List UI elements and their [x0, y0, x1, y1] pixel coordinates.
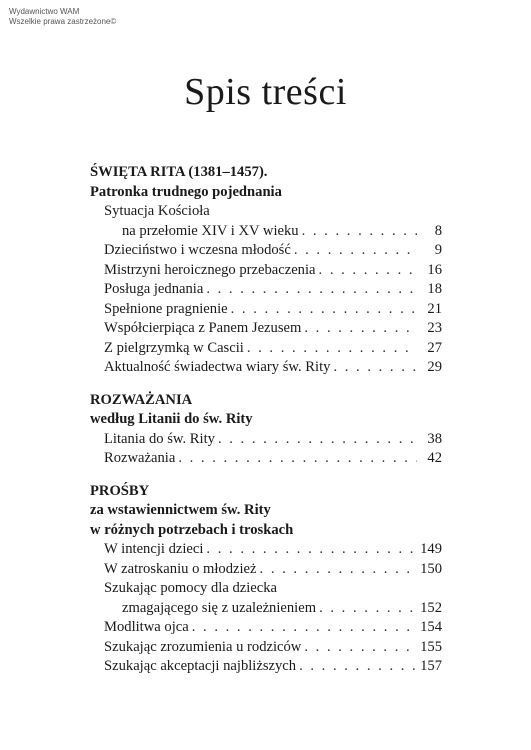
toc-entry-label: Z pielgrzymką w Cascii — [104, 339, 244, 356]
toc-entry[interactable] — [90, 449, 442, 469]
section-subheading: w różnych potrzebach i troskach — [90, 521, 294, 538]
toc-entry-label: Aktualność świadectwa wiary św. Rity — [104, 359, 331, 375]
dot-leader — [231, 300, 417, 320]
toc-section — [90, 391, 442, 469]
toc-entry[interactable] — [90, 560, 442, 580]
toc-entry-label: Mistrzyni heroicznego przebaczenia — [104, 261, 316, 278]
toc-entry[interactable] — [90, 618, 442, 638]
toc-page-number: 27 — [427, 339, 442, 356]
toc-entry[interactable] — [90, 241, 442, 261]
toc-entry-label: W intencji dzieci — [104, 541, 204, 557]
dot-leader — [304, 319, 417, 339]
page-title: Spis treści — [184, 71, 347, 113]
toc-entry[interactable] — [90, 579, 442, 599]
dot-leader — [302, 222, 417, 242]
toc-page-number: 29 — [427, 359, 442, 375]
toc-entry-label: Rozważania — [104, 450, 176, 466]
section-heading: PROŚBY — [90, 482, 150, 499]
toc-page-number: 154 — [420, 619, 442, 635]
toc-entry-label: Szukając zrozumienia u rodziców — [104, 638, 302, 655]
toc-entry[interactable] — [90, 319, 442, 339]
toc-page-number: 21 — [427, 300, 442, 317]
toc-entry-label: Współcierpiąca z Panem Jezusem — [104, 320, 302, 336]
dot-leader — [206, 540, 417, 560]
publisher-name: Wydawnictwo WAM — [9, 7, 80, 16]
toc-entry[interactable] — [90, 657, 442, 677]
toc-entry-label: na przełomie XIV i XV wieku — [122, 222, 299, 239]
dot-leader — [178, 449, 417, 469]
toc-entry-label: Litania do św. Rity — [104, 430, 215, 447]
toc-page-number: 155 — [420, 638, 442, 655]
toc-entry[interactable] — [90, 222, 442, 242]
toc-page-number: 157 — [420, 658, 442, 674]
toc-page-number: 9 — [434, 242, 442, 258]
dot-leader — [299, 657, 417, 677]
toc-entry-label: Posługa jednania — [104, 281, 204, 297]
section-heading: ŚWIĘTA RITA (1381–1457). — [90, 164, 268, 180]
dot-leader — [333, 358, 417, 378]
toc-page-number: 8 — [434, 222, 442, 239]
toc-page-number: 152 — [420, 599, 442, 616]
dot-leader — [206, 280, 417, 300]
dot-leader — [319, 261, 417, 281]
toc-entry-label: Modlitwa ojca — [104, 619, 189, 635]
toc-entry[interactable] — [90, 202, 442, 222]
toc-entry[interactable] — [90, 599, 442, 619]
section-subheading: Patronka trudnego pojednania — [90, 183, 282, 200]
section-subheading: według Litanii do św. Rity — [90, 411, 253, 427]
section-heading: ROZWAŻANIA — [90, 391, 193, 408]
toc-entry-label: Sytuacja Kościoła — [104, 203, 210, 219]
toc-page-number: 149 — [420, 541, 442, 557]
toc-section — [90, 482, 442, 677]
dot-leader — [304, 638, 417, 658]
toc-entry[interactable] — [90, 358, 442, 378]
dot-leader — [260, 560, 417, 580]
dot-leader — [247, 339, 417, 359]
toc-entry-label: Spełnione pragnienie — [104, 300, 228, 317]
toc-entry[interactable] — [90, 280, 442, 300]
toc-entry-label: Dzieciństwo i wczesna młodość — [104, 242, 291, 258]
copyright-note: Wszelkie prawa zastrzeżone© — [9, 17, 117, 26]
publisher-note — [9, 7, 116, 27]
section-subheading: za wstawiennictwem św. Rity — [90, 502, 271, 518]
toc-page-number: 18 — [427, 281, 442, 297]
toc-entry[interactable] — [90, 540, 442, 560]
toc-entry-label: Szukając pomocy dla dziecka — [104, 580, 278, 596]
toc-entry[interactable] — [90, 339, 442, 359]
toc-entry[interactable] — [90, 261, 442, 281]
toc-entry[interactable] — [90, 638, 442, 658]
toc-page-number: 150 — [420, 560, 442, 577]
toc-page-number: 42 — [427, 450, 442, 466]
dot-leader — [218, 430, 417, 450]
toc-page-number: 23 — [427, 320, 442, 336]
toc-entry[interactable] — [90, 300, 442, 320]
dot-leader — [192, 618, 417, 638]
toc-entry-label: zmagającego się z uzależnieniem — [122, 599, 317, 616]
toc-section — [90, 163, 442, 378]
toc-page-number: 38 — [427, 430, 442, 447]
toc-entry-label: Szukając akceptacji najbliższych — [104, 658, 297, 674]
toc-entry-label: W zatroskaniu o młodzież — [104, 560, 257, 577]
table-of-contents — [90, 163, 442, 690]
dot-leader — [294, 241, 417, 261]
toc-entry[interactable] — [90, 430, 442, 450]
dot-leader — [319, 599, 417, 619]
toc-page-number: 16 — [427, 261, 442, 278]
